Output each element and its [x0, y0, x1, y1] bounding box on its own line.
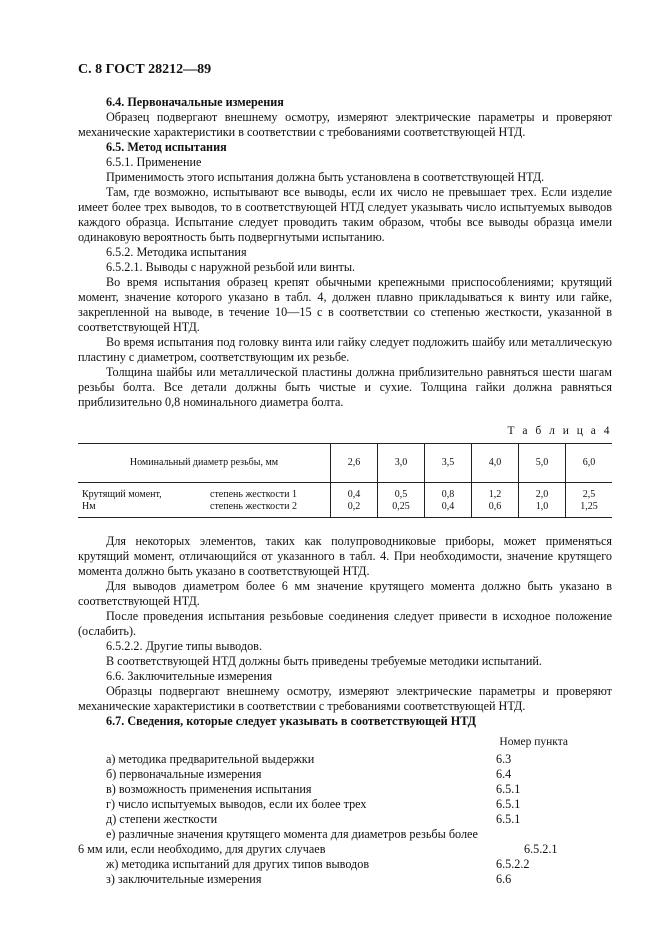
- list-item-text: в) возможность применения испытания: [106, 782, 312, 796]
- section-6-5-2-1-p3: Толщина шайбы или металлической пластины должна приблизительно равняться шести шагам резьбы болта. Все детали должны быть чистые и сухие. Толщина гайки должна равняться приблизительно 0,8 номинального диаметра болта.: [78, 365, 612, 409]
- table-4-cell: [472, 483, 519, 518]
- item-number-column-header: Номер пункта: [499, 736, 568, 748]
- table-4-cell: [378, 483, 425, 518]
- section-6-5-2-1-p1: Во время испытания образец крепят обычными крепежными приспособлениями; крутящий момент, значение которого указано в табл. 4, должен плавно прикладываться к винту или гайке, закрепленной на выводе, в течение 10—15 с в соответствии со степенью жесткости, указанной в соответствующей НТД.: [78, 275, 612, 334]
- table-4-degree-1: степень жесткости 1: [210, 489, 297, 500]
- table-4-header-row: [78, 444, 612, 483]
- table-4-value-d2: 0,4: [441, 501, 455, 512]
- section-6-5-2-1-p2: Во время испытания под головку винта или гайку следует подложить шайбу или металлическую пластину с диаметром, соответствующим их резьбе.: [78, 335, 612, 364]
- table-4-value-d1: 2,0: [535, 489, 549, 500]
- after-table-p2: Для выводов диаметром более 6 мм значение крутящего момента должно быть указано в соответствующей НТД.: [78, 579, 612, 608]
- list-item: [78, 797, 612, 812]
- table-4-diameter: 3,5: [425, 444, 472, 483]
- section-6-6-title: 6.6. Заключительные измерения: [106, 669, 273, 683]
- table-4-diameter: 2,6: [331, 444, 378, 483]
- table-4-diameter: 4,0: [472, 444, 519, 483]
- table-4-row-label: [78, 483, 206, 518]
- page-header: С. 8 ГОСТ 28212—89: [78, 62, 212, 77]
- list-item: [78, 812, 612, 827]
- table-4-diameter: 6,0: [566, 444, 613, 483]
- table-4-row-label-line1: Крутящий момент,: [82, 489, 162, 500]
- list-item: [78, 767, 612, 782]
- section-6-4-title: 6.4. Первоначальные измерения: [106, 95, 284, 109]
- list-item: [78, 857, 612, 872]
- table-4-header-label: Номинальный диаметр резьбы, мм: [78, 444, 331, 483]
- after-table-p1: Для некоторых элементов, таких как полупроводниковые приборы, может применяться крутящий момент, отличающийся от указанного в табл. 4. При необходимости, значение крутящего момента должно быть указано в соответствующей НТД.: [78, 534, 612, 578]
- list-item-text: 6 мм или, если необходимо, для других случаев: [78, 842, 326, 856]
- table-4-caption: Т а б л и ц а 4: [507, 425, 612, 437]
- section-6-5-2-title: 6.5.2. Методика испытания: [106, 245, 247, 259]
- section-6-4-text: Образец подвергают внешнему осмотру, измеряют электрические параметры и проверяют механические характеристики в соответствии с требованиями соответствующей НТД.: [78, 110, 612, 139]
- section-6-7-title: 6.7. Сведения, которые следует указывать в соответствующей НТД: [106, 714, 476, 728]
- list-item-continuation: [78, 842, 612, 857]
- list-item: [78, 782, 612, 797]
- list-item-text: д) степени жесткости: [106, 812, 218, 826]
- list-item-ref: 6.5.1: [496, 782, 521, 796]
- table-4-data-row: [78, 483, 612, 518]
- table-4-value-d1: 1,2: [488, 489, 502, 500]
- section-6-5-1-title: 6.5.1. Применение: [106, 155, 202, 169]
- table-4-diameter: 5,0: [519, 444, 566, 483]
- table-4: [78, 443, 612, 518]
- list-item-text: б) первоначальные измерения: [106, 767, 262, 781]
- table-4-value-d2: 0,2: [347, 501, 361, 512]
- list-item-ref: 6.5.1: [496, 812, 521, 826]
- list-item-ref: 6.6: [496, 872, 512, 886]
- section-6-5-2-2-title: 6.5.2.2. Другие типы выводов.: [106, 639, 262, 653]
- list-item-ref: 6.3: [496, 752, 512, 766]
- table-4-value-d1: 0,5: [394, 489, 408, 500]
- table-4-cell: [519, 483, 566, 518]
- section-6-5-1-p2: Там, где возможно, испытывают все выводы, если их число не превышает трех. Если изделие имеет более трех выводов, то в соответствующей НТД следует указывать число испытуемых выводов каждого образца. Испытание следует проводить таким образом, чтобы все выводы образца имели одинаковую вероятность быть подвергнутыми испытанию.: [78, 185, 612, 244]
- list-item-ref: 6.5.1: [496, 797, 521, 811]
- list-item: [78, 872, 612, 887]
- table-4-value-d2: 1,25: [580, 501, 598, 512]
- table-4-value-d1: 0,4: [347, 489, 361, 500]
- table-4-value-d1: 2,5: [582, 489, 596, 500]
- list-item-ref: 6.5.2.2: [496, 857, 530, 871]
- section-6-5-1-p1: Применимость этого испытания должна быть установлена в соответствующей НТД.: [106, 170, 545, 184]
- table-4-value-d2: 0,6: [488, 501, 502, 512]
- list-item-text: г) число испытуемых выводов, если их более трех: [106, 797, 367, 811]
- table-4-value-d1: 0,8: [441, 489, 455, 500]
- list-item-text: а) методика предварительной выдержки: [106, 752, 315, 766]
- table-4-value-d2: 0,25: [392, 501, 410, 512]
- section-6-5-2-2-text: В соответствующей НТД должны быть приведены требуемые методики испытаний.: [106, 654, 542, 668]
- table-4-cell: [566, 483, 613, 518]
- list-item-ref: 6.4: [496, 767, 512, 781]
- section-6-6-text: Образцы подвергают внешнему осмотру, измеряют электрические параметры и проверяют механические характеристики в соответствии с требованиями соответствующей НТД.: [78, 684, 612, 713]
- table-4-degree-2: степень жесткости 2: [210, 501, 297, 512]
- list-item-text: ж) методика испытаний для других типов выводов: [106, 857, 370, 871]
- list-item-text: е) различные значения крутящего момента для диаметров резьбы более: [106, 827, 478, 841]
- table-4-cell: [331, 483, 378, 518]
- document-body: [78, 95, 612, 887]
- list-item-ref: 6.5.2.1: [524, 842, 558, 856]
- section-6-5-title: 6.5. Метод испытания: [106, 140, 227, 154]
- list-item: [78, 827, 612, 842]
- after-table-p3: После проведения испытания резьбовые соединения следует привести в исходное положение (ослабить).: [78, 609, 612, 638]
- table-4-value-d2: 1,0: [535, 501, 549, 512]
- requirements-list: [78, 752, 612, 887]
- list-item: [78, 752, 612, 767]
- section-6-5-2-1-title: 6.5.2.1. Выводы с наружной резьбой или винты.: [106, 260, 356, 274]
- table-4-row-label-line2: Нм: [82, 501, 96, 512]
- table-4-cell: [425, 483, 472, 518]
- table-4-degrees: [206, 483, 331, 518]
- list-item-text: з) заключительные измерения: [106, 872, 262, 886]
- table-4-diameter: 3,0: [378, 444, 425, 483]
